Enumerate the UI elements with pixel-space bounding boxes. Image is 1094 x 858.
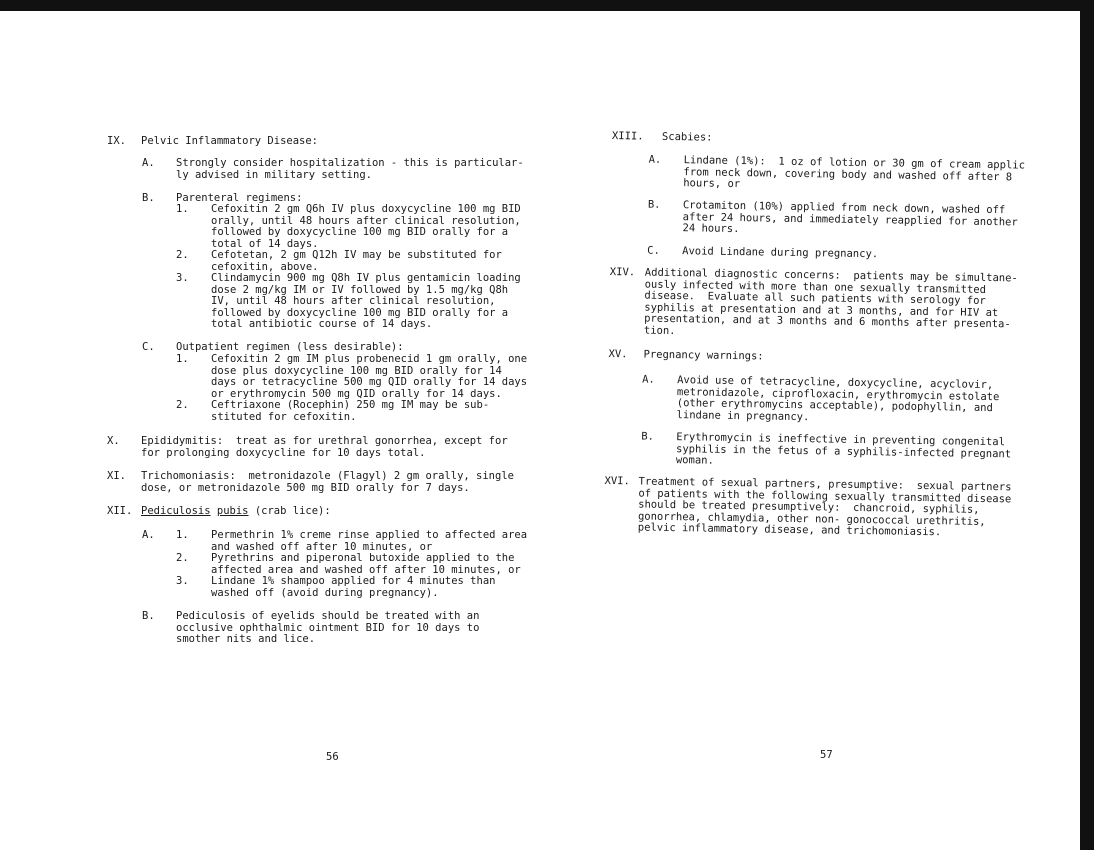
ix-a-text: Strongly consider hospitalization - this is particular- ly advised in military setting.	[176, 157, 524, 181]
xv-b-label: B.	[641, 430, 655, 443]
xii-b-label: B.	[142, 610, 155, 622]
xii-a1-text: Permethrin 1% creme rinse applied to affected area and washed off after 10 minutes, or	[211, 529, 528, 553]
xiii-b-label: B.	[647, 198, 661, 211]
ix-b3-number: 3.	[176, 272, 189, 284]
xiii-a-text: Lindane (1%): 1 oz of lotion or 30 gm of cream applic from neck down, covering body and washed off after 8 hours, or	[683, 154, 1026, 191]
section-xv-title: Pregnancy warnings:	[643, 348, 764, 363]
section-x-number: X.	[107, 435, 120, 447]
right-page-number: 57	[820, 749, 833, 761]
ix-a-label: A.	[142, 157, 155, 169]
xv-a-text: Avoid use of tetracycline, doxycycline, acyclovir, metronidazole, ciprofloxacin, erythromycin estolate (other erythromycins acceptable), podophyllin, and lindane in pregnancy.	[676, 374, 1000, 423]
ix-b3-text: Clindamycin 900 mg Q8h IV plus gentamicin loading dose 2 mg/kg IM or IV followed by 1.5 mg/kg Q8h IV, until 48 hours after clinical resolution, followed by doxycycline 100 mg BID orally for a total antibiotic course of 14 days.	[211, 272, 521, 330]
xv-b-text: Erythromycin is ineffective in preventing congenital syphilis in the fetus of a syphilis-infected pregnant woman.	[675, 431, 1012, 467]
section-xvi-text: Treatment of sexual partners, presumptive: sexual partners of patients with the following sexually transmitted disease should be treated presumptively: chancroid, syphilis, gonorrhea, chlamydia, other non- gonococcal urethritis, pelvic inflammatory disease, and trichomoniasis.	[637, 475, 1012, 539]
xiii-b-text: Crotamiton (10%) applied from neck down, washed off after 24 hours, and immediately reapplied for another 24 hours.	[682, 199, 1018, 236]
xii-a1-number: 1.	[176, 529, 189, 541]
section-xiii-title: Scabies:	[661, 130, 713, 144]
section-ix-number: IX.	[107, 135, 126, 147]
section-xv-number: XV.	[608, 348, 628, 361]
ix-b2-text: Cefotetan, 2 gm Q12h IV may be substituted for cefoxitin, above.	[211, 249, 502, 273]
ix-c1-number: 1.	[176, 353, 189, 365]
section-xiv-text: Additional diagnostic concerns: patients may be simultane- ously infected with more than one sexually transmitted disease. Evaluate all such patients with serology for syphilis at presentation and at 3 months, and for HIV at presentation, and at 3 months and 6 months after presenta- tion.	[643, 266, 1018, 337]
ix-c2-number: 2.	[176, 399, 189, 411]
ix-b1-number: 1.	[176, 203, 189, 215]
ix-b1-text: Cefoxitin 2 gm Q6h IV plus doxycycline 100 mg BID orally, until 48 hours after clinical resolution, followed by doxycycline 100 mg BID orally for a total of 14 days.	[211, 203, 521, 250]
ix-c-label: C.	[142, 341, 155, 353]
xv-a-label: A.	[642, 373, 655, 386]
ix-b-title: Parenteral regimens:	[176, 192, 303, 204]
section-ix-title: Pelvic Inflammatory Disease:	[141, 135, 319, 147]
ix-c1-text: Cefoxitin 2 gm IM plus probenecid 1 gm orally, one dose plus doxycycline 100 mg BID orally for 14 days or tetracycline 500 mg QID orally for 14 days or erythromycin 500 mg QID orally for 14 days.	[211, 353, 528, 400]
ix-b2-number: 2.	[176, 249, 189, 261]
xii-title-rest: (crab lice):	[254, 505, 331, 517]
xii-a2-text: Pyrethrins and piperonal butoxide applied to the affected area and washed off after 10 minutes, or	[211, 552, 521, 576]
left-page-number: 56	[326, 751, 339, 763]
section-xiii-number: XIII.	[611, 130, 644, 143]
section-xi-number: XI.	[107, 470, 126, 482]
ix-b-label: B.	[142, 192, 155, 204]
xii-a2-number: 2.	[176, 552, 189, 564]
section-xi-text: Trichomoniasis: metronidazole (Flagyl) 2 gm orally, single dose, or metronidazole 500 mg BID orally for 7 days.	[141, 470, 514, 494]
xii-a-label: A.	[142, 529, 155, 541]
xii-title-pubis: pubis	[216, 505, 249, 517]
xii-b-text: Pediculosis of eyelids should be treated with an occlusive ophthalmic ointment BID for 10 days to smother nits and lice.	[176, 610, 480, 645]
xiii-c-text: Avoid Lindane during pregnancy.	[682, 245, 879, 261]
section-xii-number: XII.	[107, 505, 133, 517]
xii-title-pediculosis: Pediculosis	[141, 505, 211, 517]
xiii-a-label: A.	[648, 153, 662, 166]
section-xvi-number: XVI.	[604, 474, 630, 488]
xii-a3-number: 3.	[176, 575, 189, 587]
xii-a3-text: Lindane 1% shampoo applied for 4 minutes than washed off (avoid during pregnancy).	[211, 575, 496, 599]
xiii-c-label: C.	[647, 244, 660, 257]
section-x-text: Epididymitis: treat as for urethral gonorrhea, except for for prolonging doxycycline for 10 days total.	[141, 435, 508, 459]
section-xiv-number: XIV.	[609, 266, 636, 279]
ix-c-title: Outpatient regimen (less desirable):	[176, 341, 404, 353]
ix-c2-text: Ceftriaxone (Rocephin) 250 mg IM may be sub- stituted for cefoxitin.	[211, 399, 490, 423]
